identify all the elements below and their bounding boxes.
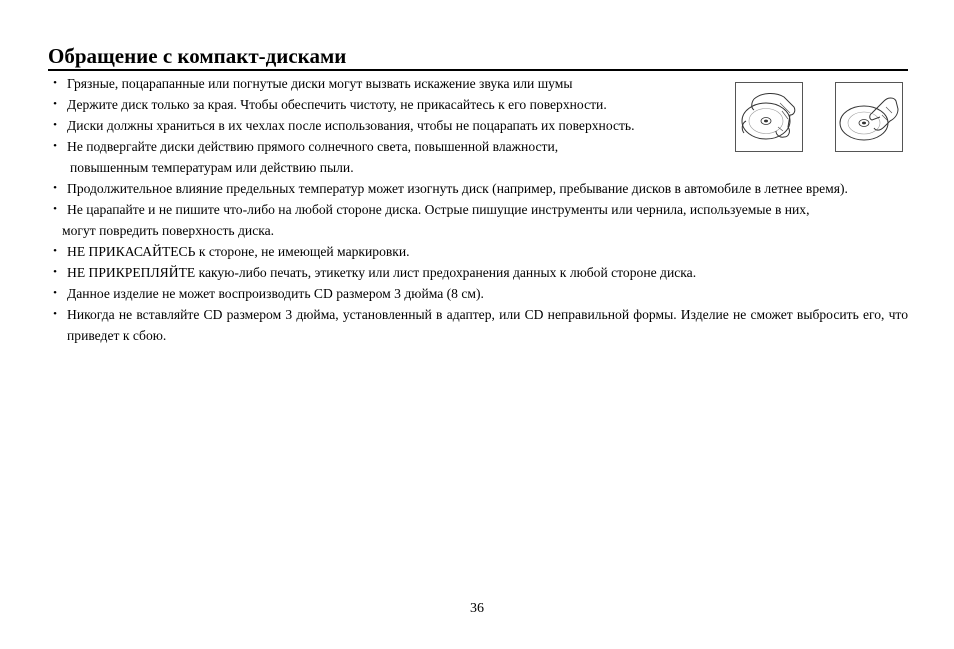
bullet-marker: •	[53, 308, 57, 320]
list-item	[48, 178, 908, 199]
list-item-continuation: повышенным температурам или действию пыли.	[70, 160, 354, 175]
list-item-text: Не подвергайте диски действию прямого солнечного света, повышенной влажности,	[67, 139, 559, 154]
bullet-marker: •	[53, 182, 57, 194]
list-item	[48, 283, 908, 304]
list-item	[48, 304, 908, 346]
list-item-text: НЕ ПРИКАСАЙТЕСЬ к стороне, не имеющей маркировки.	[67, 244, 410, 259]
list-item	[48, 115, 720, 136]
list-item-text: Держите диск только за края. Чтобы обеспечить чистоту, не прикасайтесь к его поверхности.	[67, 97, 607, 112]
page-number: 36	[470, 601, 484, 616]
list-item	[48, 199, 908, 220]
list-item-text: Диски должны храниться в их чехлах после использования, чтобы не поцарапать их поверхность.	[67, 118, 635, 133]
list-item	[48, 262, 908, 283]
bullet-marker: •	[53, 98, 57, 110]
title-underline	[48, 69, 908, 71]
bullet-marker: •	[53, 287, 57, 299]
list-item-text: НЕ ПРИКРЕПЛЯЙТЕ какую-либо печать, этикетку или лист предохранения данных к любой стороне диска.	[67, 265, 697, 280]
list-item	[48, 73, 908, 94]
list-item-text: Не царапайте и не пишите что-либо на любой стороне диска. Острые пишущие инструменты или чернила, используемые в них,	[67, 202, 810, 217]
list-item-continuation-row	[48, 220, 908, 241]
bullet-marker: •	[53, 119, 57, 131]
list-item-text: Продолжительное влияние предельных температур может изогнуть диск (например, пребывание дисков в автомобиле в летнее время).	[67, 181, 848, 196]
list-item	[48, 241, 908, 262]
list-item-text: Данное изделие не может воспроизводить CD размером 3 дюйма (8 см).	[67, 286, 484, 301]
list-item-text: Никогда не вставляйте CD размером 3 дюйма, установленный в адаптер, или CD неправильной формы. Изделие не сможет выбросить его, что приведет к сбою.	[67, 307, 908, 343]
disc-care-list	[48, 73, 908, 346]
list-item-continuation: могут повредить поверхность диска.	[62, 223, 275, 238]
bullet-marker: •	[53, 140, 57, 152]
bullet-marker: •	[53, 77, 57, 89]
bullet-marker: •	[53, 245, 57, 257]
list-item	[48, 136, 908, 178]
list-item	[48, 94, 908, 115]
bullet-marker: •	[53, 266, 57, 278]
list-item-text: Грязные, поцарапанные или погнутые диски могут вызвать искажение звука или шумы	[67, 76, 573, 91]
bullet-marker: •	[53, 203, 57, 215]
page-title: Обращение с компакт-дисками	[48, 44, 347, 68]
